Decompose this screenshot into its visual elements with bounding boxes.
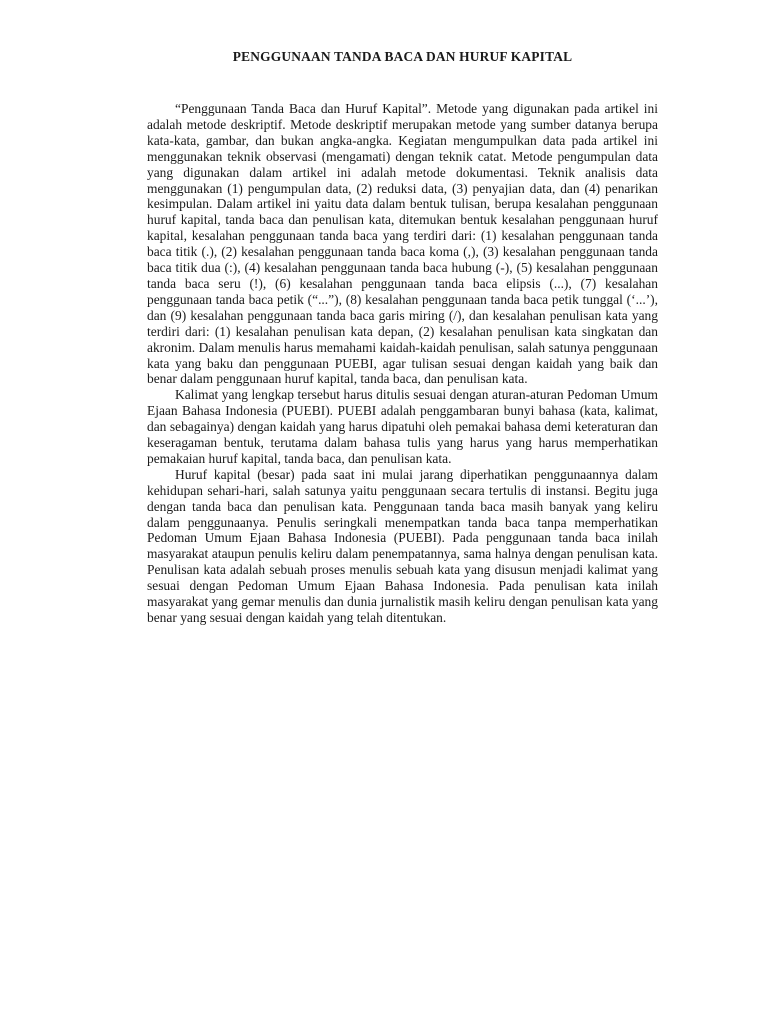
document-page [147,48,658,626]
document-title: PENGGUNAAN TANDA BACA DAN HURUF KAPITAL [232,49,573,64]
paragraph-2: Kalimat yang lengkap tersebut harus ditulis sesuai dengan aturan-aturan Pedoman Umum Ejaan Bahasa Indonesia (PUEBI). PUEBI adalah penggambaran bunyi bahasa (kata, kalimat, dan sebagainya) dengan kaidah yang harus dipatuhi oleh pemakai bahasa demi keteraturan dan keseragaman bentuk, terutama dalam bahasa tulis yang harus yang harus memperhatikan pemakaian huruf kapital, tanda baca, dan penulisan kata. [147,387,658,466]
paragraph-3: Huruf kapital (besar) pada saat ini mulai jarang diperhatikan penggunaannya dalam kehidupan sehari-hari, salah satunya yaitu penggunaan secara tertulis di instansi. Begitu juga dengan tanda baca dan penulisan kata. Penggunaan tanda baca masih banyak yang keliru dalam penggunaanya. Penulis seringkali menempatkan tanda baca tanpa memperhatikan Pedoman Umum Ejaan Bahasa Indonesia (PUEBI). Pada penggunaan tanda baca inilah masyarakat ataupun penulis keliru dalam penempatannya, sama halnya dengan penulisan kata. Penulisan kata adalah sebuah proses menulis sebuah kata yang disusun menjadi kalimat yang sesuai dengan Pedoman Umum Ejaan Bahasa Indonesia. Pada penulisan kata inilah masyarakat yang gemar menulis dan dunia jurnalistik masih keliru dengan penulisan kata yang benar yang sesuai dengan kaidah yang telah ditentukan. [147,466,658,625]
paragraph-1: “Penggunaan Tanda Baca dan Huruf Kapital”. Metode yang digunakan pada artikel ini adalah metode deskriptif. Metode deskriptif merupakan metode yang sumber datanya berupa kata-kata, gambar, dan bukan angka-angka. Kegiatan mengumpulkan data pada artikel ini menggunakan teknik observasi (mengamati) dengan teknik catat. Metode pengumpulan data yang digunakan dalam artikel ini adalah metode dokumentasi. Teknik analisis data menggunakan (1) pengumpulan data, (2) reduksi data, (3) penyajian data, dan (4) penarikan kesimpulan. Dalam artikel ini yaitu data dalam bentuk tulisan, berupa kesalahan penggunaan huruf kapital, tanda baca dan penulisan kata, ditemukan bentuk kesalahan penggunaan huruf kapital, kesalahan penggunaan tanda baca yang terdiri dari: (1) kesalahan penggunaan tanda baca titik (.), (2) kesalahan penggunaan tanda baca koma (,), (3) kesalahan penggunaan tanda baca titik dua (:), (4) kesalahan penggunaan tanda baca hubung (-), (5) kesalahan penggunaan tanda baca seru (!), (6) kesalahan penggunaan tanda baca elipsis (...), (7) kesalahan penggunaan tanda baca petik (“...”), (8) kesalahan penggunaan tanda baca petik tunggal (‘...’), dan (9) kesalahan penggunaan tanda baca garis miring (/), dan kesalahan penulisan kata yang terdiri dari: (1) kesalahan penulisan kata depan, (2) kesalahan penulisan kata singkatan dan akronim. Dalam menulis harus memahami kaidah-kaidah penulisan, salah satunya penggunaan kata yang baku dan penggunaan PUEBI, agar tulisan sesuai dengan kaidah yang baik dan benar dalam penggunaan huruf kapital, tanda baca, dan penulisan kata. [147,101,658,387]
